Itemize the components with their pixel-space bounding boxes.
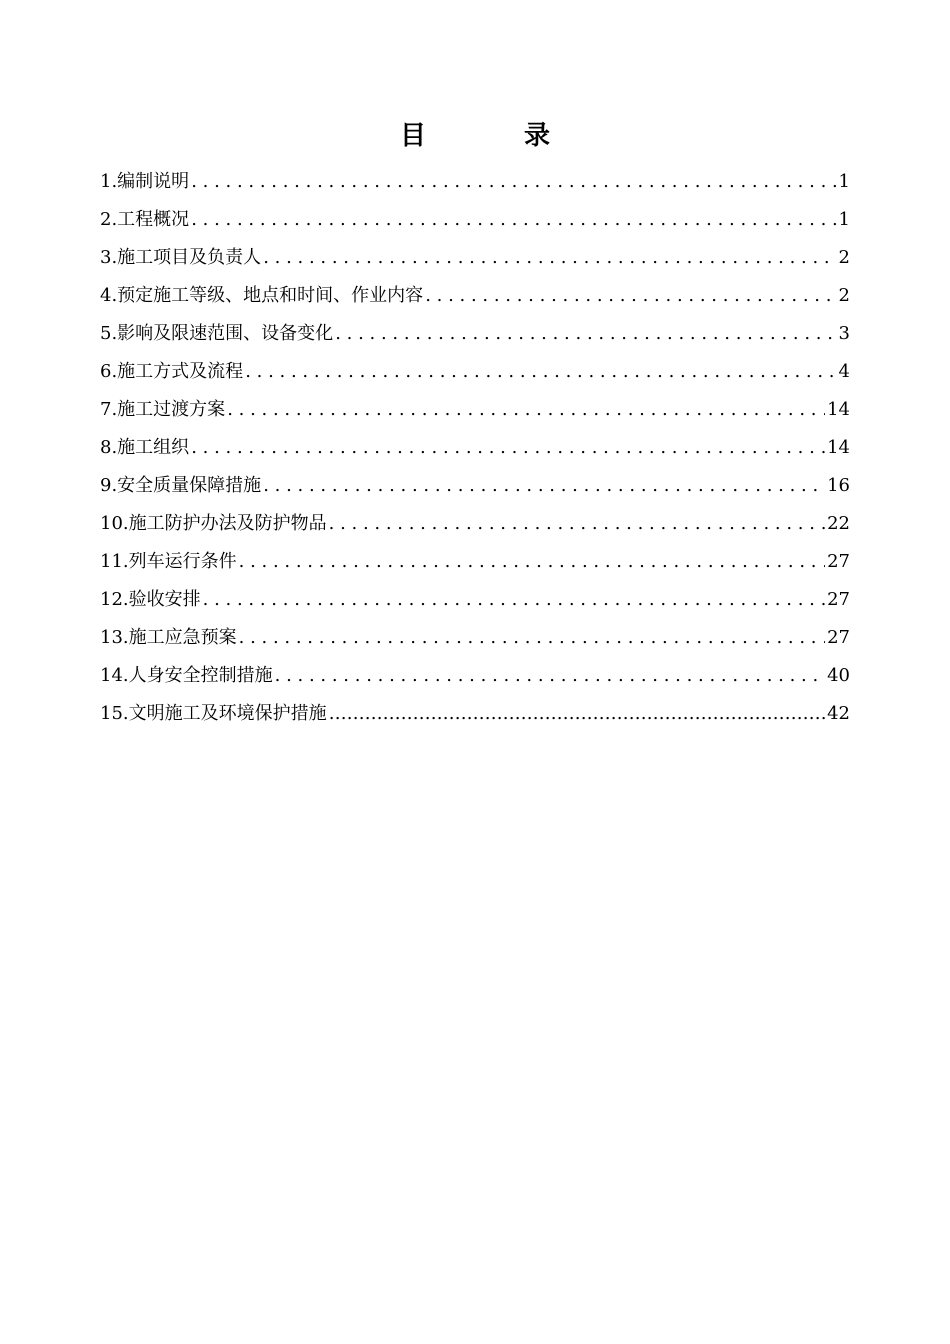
toc-dot-leader <box>203 581 825 619</box>
toc-entry-label: 10.施工防护办法及防护物品 <box>100 513 327 534</box>
toc-entry <box>100 163 850 201</box>
toc-entry-label: 13.施工应急预案 <box>100 627 237 648</box>
toc-entry-page: 1 <box>838 209 850 230</box>
toc-entry <box>100 391 850 429</box>
toc-entry-label: 11.列车运行条件 <box>100 551 237 572</box>
page-title: 目 录 <box>399 121 586 151</box>
toc-entry-page: 42 <box>827 703 850 724</box>
toc-dot-leader <box>263 239 836 277</box>
toc-dot-leader <box>239 543 825 581</box>
toc-entry-page: 3 <box>838 323 850 344</box>
toc-entry-label: 8.施工组织 <box>100 437 190 458</box>
toc-entry <box>100 277 850 315</box>
toc-entry-page: 27 <box>827 627 850 648</box>
toc-dot-leader <box>425 277 836 315</box>
toc-dot-leader <box>329 695 825 733</box>
toc-entry-page: 2 <box>838 247 850 268</box>
toc-entry <box>100 543 850 581</box>
table-of-contents <box>100 163 850 733</box>
toc-entry <box>100 315 850 353</box>
toc-dot-leader <box>329 505 825 543</box>
toc-entry <box>100 695 850 733</box>
toc-dot-leader <box>263 467 825 505</box>
toc-entry-page: 22 <box>827 513 850 534</box>
toc-entry-label: 1.编制说明 <box>100 171 190 192</box>
toc-entry-label: 12.验收安排 <box>100 589 201 610</box>
toc-entry-label: 6.施工方式及流程 <box>100 361 244 382</box>
toc-entry-label: 9.安全质量保障措施 <box>100 475 262 496</box>
toc-entry-page: 2 <box>838 285 850 306</box>
toc-dot-leader <box>245 353 836 391</box>
toc-entry-page: 27 <box>827 589 850 610</box>
toc-entry <box>100 239 850 277</box>
toc-entry-label: 5.影响及限速范围、设备变化 <box>100 323 334 344</box>
toc-entry-page: 14 <box>827 437 850 458</box>
toc-entry <box>100 353 850 391</box>
toc-entry <box>100 581 850 619</box>
toc-entry <box>100 619 850 657</box>
toc-entry-page: 16 <box>827 475 850 496</box>
toc-entry-label: 14.人身安全控制措施 <box>100 665 273 686</box>
toc-entry <box>100 201 850 239</box>
toc-entry-label: 3.施工项目及负责人 <box>100 247 262 268</box>
toc-dot-leader <box>191 201 836 239</box>
toc-entry <box>100 505 850 543</box>
toc-dot-leader <box>335 315 836 353</box>
toc-dot-leader <box>275 657 825 695</box>
toc-dot-leader <box>191 429 825 467</box>
toc-entry-page: 4 <box>838 361 850 382</box>
toc-entry <box>100 467 850 505</box>
toc-entry-label: 7.施工过渡方案 <box>100 399 226 420</box>
toc-entry-page: 1 <box>838 171 850 192</box>
toc-entry-page: 14 <box>827 399 850 420</box>
toc-entry-label: 2.工程概况 <box>100 209 190 230</box>
toc-entry <box>100 657 850 695</box>
toc-entry <box>100 429 850 467</box>
toc-entry-label: 4.预定施工等级、地点和时间、作业内容 <box>100 285 424 306</box>
toc-dot-leader <box>239 619 825 657</box>
toc-entry-page: 40 <box>827 665 850 686</box>
toc-entry-label: 15.文明施工及环境保护措施 <box>100 703 327 724</box>
toc-dot-leader <box>227 391 825 429</box>
toc-entry-page: 27 <box>827 551 850 572</box>
toc-dot-leader <box>191 163 836 201</box>
